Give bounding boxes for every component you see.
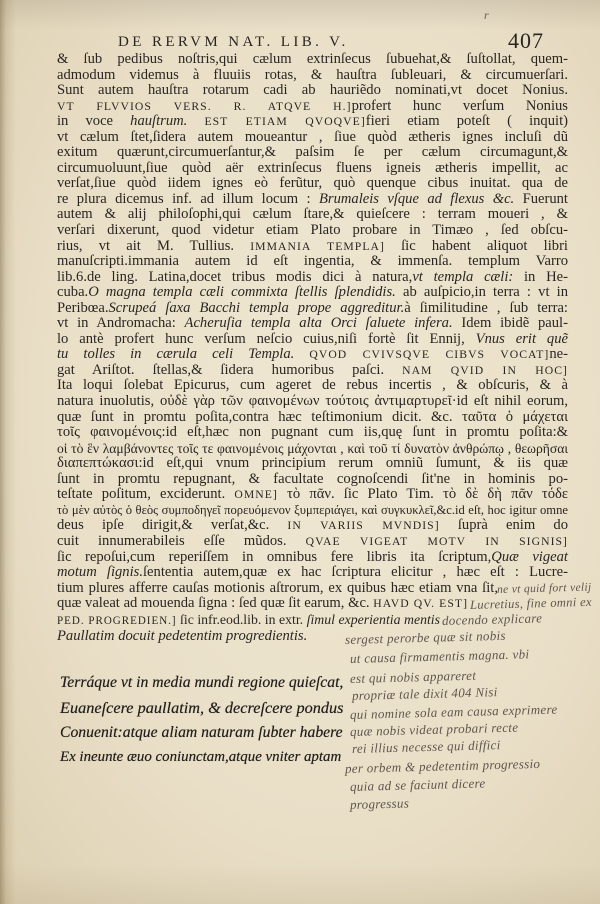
- commentary-text: tium plures afferre cauſas motionis aſtrorum, ex quibus hæc etiam vna ſit,: [57, 579, 498, 596]
- handwritten-note: ut causa firmamentis magna. vbi: [349, 646, 530, 666]
- lemma: EST ETIAM QVOQVE]: [204, 115, 366, 129]
- commentary-text: ſententia autem,quæ ex hac ſcriptura elicitur , hæc eſt : Lucre-: [142, 564, 568, 581]
- commentary-line: [57, 581, 498, 597]
- commentary-text: quæ valeat ad mouenda ſigna : ſed quæ ſit earum, &c.: [57, 595, 374, 612]
- handwritten-note: docendo explicare: [441, 610, 543, 628]
- handwritten-note: rei illius necesse qui diffici: [351, 737, 501, 756]
- commentary-line: [57, 518, 568, 534]
- running-title: DE RERVM NAT. LIB. V.: [118, 34, 349, 50]
- italic-quotation: O magna templa cæli commixta ſtellis ſplendidis.: [88, 284, 396, 301]
- commentary-line: [57, 145, 568, 161]
- commentary-text: exitum quærunt,circumuerſantur,& paſsim ſe per cælum circumagunt,&: [57, 144, 568, 161]
- handwritten-note: quæ nobis videat probari recte: [349, 719, 519, 739]
- commentary-text: cuit innumerabileis eſſe mũdos.: [57, 532, 306, 549]
- commentary-line: [57, 239, 568, 255]
- verse-block: [60, 670, 344, 770]
- commentary-text: quæ ſunt in promtu poſita,contra hæc teſtimonium dicit. &c. ταῦτα ὁ μάχεται: [57, 408, 568, 425]
- italic-quotation: Vnus erit quẽ: [475, 330, 568, 347]
- handwritten-note: sergest perorbe quæ sit nobis: [344, 627, 506, 647]
- handwritten-note: qui nomine sola eam causa exprimere: [349, 701, 558, 722]
- commentary-line: [57, 285, 568, 301]
- commentary-line: [57, 301, 568, 317]
- commentary-line: [57, 83, 568, 99]
- commentary-text: fieri etiam poteſt ( inquit): [365, 113, 568, 130]
- handwritten-note: quia ad se faciunt dicere: [349, 775, 486, 794]
- commentary-line: [57, 394, 568, 410]
- commentary-text: cuba.: [57, 284, 89, 301]
- commentary-text: Fuerunt: [514, 190, 568, 207]
- commentary-line: [57, 52, 568, 68]
- commentary-text: & ſub pedibus noſtris,qui cælum extrinſecus ſubuehat,& ſuſtollat, quem-: [57, 51, 568, 67]
- lemma: OMNE]: [234, 488, 278, 502]
- commentary-block: [57, 52, 568, 645]
- commentary-text: re plura dicemus inf. ad illum locum :: [57, 190, 319, 207]
- commentary-line: [57, 487, 568, 503]
- commentary-text: in voce: [57, 113, 131, 130]
- lemma: VT FLVVIOS VERS. R. ATQVE H.]: [57, 99, 352, 113]
- commentary-text: τὸ πᾶν. ſic Plato Tim. τὸ δὲ δὴ πᾶν τόδε: [277, 486, 569, 503]
- commentary-text: ſic infr.eod.lib. in extr.: [176, 611, 307, 627]
- lemma: NAM QVID IN HOC]: [402, 363, 568, 377]
- commentary-text: verſari dixerunt, quod videtur etiam Plato probare in Timæo , ſed obſcu-: [57, 222, 568, 239]
- page-number: 407: [508, 28, 544, 53]
- commentary-text: Idem ibidẽ paul-: [452, 315, 568, 332]
- italic-quotation: motum ſignis.: [57, 564, 143, 581]
- commentary-text: τοῖς φαινομένοις:id eſt,hæc non pugnant cum iis,quę ſunt in promtu poſita:&: [57, 424, 568, 441]
- commentary-text: in He-: [513, 268, 568, 285]
- commentary-text: vt cælum ſtet,ſidera autem moueantur , ſiue quòd ætheris ignes incluſi dũ: [57, 128, 568, 145]
- commentary-line: [57, 612, 440, 630]
- commentary-text: lib.6.de ling. Latina,docet tribus modis dici à natura,: [57, 268, 413, 285]
- commentary-line: [57, 161, 568, 177]
- italic-quotation: Paullatim docuit pedetentim progredientis.: [57, 628, 308, 645]
- italic-quotation: hauſtrum.: [130, 113, 205, 130]
- commentary-line: [57, 332, 568, 348]
- commentary-text: profert hunc verſum Nonius: [351, 97, 568, 114]
- commentary-line: [57, 192, 568, 208]
- lemma: IN VARIIS MVNDIS]: [287, 519, 440, 533]
- commentary-text: circumuoluunt,ſiue quòd aër extrinſecus fluens igneis ætheris impellit, ac: [57, 159, 568, 176]
- commentary-text: deus ipſe dirigit,& verſat,&c.: [57, 517, 288, 534]
- handwritten-note: ne vt quid fort velij: [496, 580, 592, 596]
- commentary-line: [57, 472, 568, 488]
- commentary-line: [57, 176, 568, 192]
- italic-quotation: ſimul experientia mentis: [306, 611, 441, 627]
- lemma: IMMANIA TEMPLA]: [250, 239, 385, 253]
- commentary-text: verſat,ſiue quòd iidem ignes eò ferũtur, quò quenque cibus inuitat. qua de: [57, 175, 568, 192]
- handwritten-note: per orbem & pedetentim progressio: [344, 755, 541, 776]
- commentary-text: ne-: [549, 346, 568, 363]
- commentary-line: [57, 378, 568, 394]
- commentary-text: autem & alij philoſophi,qui cælum ſtare,& quieſcere : terram moueri , &: [57, 206, 568, 223]
- commentary-line: [57, 503, 568, 519]
- commentary-line: [57, 99, 568, 115]
- commentary-text: τὸ μὲν αὐτὸς ὁ θεὸς συμποδηγεῖ πορευόμενον ξυμπεριάγει, καὶ συγκυκλεῖ,&c.id eſt, hoc igitur omne: [57, 502, 568, 517]
- handwritten-note: Lucretius, fine omni ex: [469, 594, 593, 612]
- commentary-line: [57, 596, 468, 612]
- commentary-text: vt in Andromacha:: [57, 315, 185, 332]
- commentary-text: manuſcripti.immania autem id eſt ingentia, & immenſa. templum Varro: [57, 253, 568, 270]
- verse-line: Conuenit:atque aliam naturam ſubter habere: [60, 724, 343, 741]
- commentary-line: [57, 223, 568, 239]
- commentary-line: [57, 114, 568, 130]
- commentary-line: [57, 456, 568, 472]
- commentary-line: [57, 410, 568, 426]
- commentary-line: [57, 130, 568, 146]
- commentary-line: [57, 347, 568, 363]
- commentary-text: ſic repoſui,cum reperiſſem in omnibus fere libris ita ſcriptum,: [57, 548, 492, 565]
- lemma: PED. PROGREDIEN.]: [57, 614, 177, 627]
- commentary-line: [57, 565, 568, 581]
- commentary-text: teſtate poſitum, exciderunt.: [57, 486, 235, 503]
- commentary-text: ſuprà enim do: [439, 517, 568, 534]
- commentary-line: [57, 550, 568, 566]
- commentary-text: natura inuolutis, οὐδὲ γὰρ τῶν φαινομένων τούτοις ἀντιμαρτυρεῖ·id eſt nihil eorum,: [57, 393, 568, 410]
- commentary-line: [57, 207, 568, 223]
- commentary-line: [57, 425, 568, 441]
- italic-quotation: tu tolles in cærula celi Templa.: [57, 346, 310, 363]
- commentary-text: rius, vt ait M. Tullius.: [57, 237, 251, 254]
- commentary-text: ab auſpicio,in terra : vt in: [395, 284, 568, 301]
- commentary-line: [57, 270, 568, 286]
- italic-quotation: Quæ vigeat: [491, 548, 568, 565]
- commentary-text: οἱ τὸ ἓν λαμβάνοντες τοῖς τε φαινομένοις μάχονται , καὶ τοῦ τί δυνατὸν ἀνθρώπῳ , θεωρῆσαι: [57, 440, 568, 456]
- commentary-line: [57, 254, 568, 270]
- commentary-text: Peribœa.: [57, 299, 109, 316]
- commentary-text: lo antè profert hunc verſum neſcio cuius,niſi fortè ſit Ennij,: [57, 330, 476, 347]
- commentary-text: ſic habent aliquot libri: [384, 237, 568, 254]
- commentary-line: [57, 534, 568, 550]
- commentary-text: διαπεπτώκασι:id eſt,qui vnum principium rerum omniũ ſumunt, & iis quæ: [57, 455, 568, 472]
- commentary-line: [57, 68, 568, 84]
- verse-line: Euaneſcere paullatim, & decreſcere pondus: [60, 698, 344, 717]
- commentary-text: gat Ariſtot. ſtellas,& ſidera humoribus paſci.: [57, 361, 403, 378]
- handwritten-note: progressus: [349, 795, 410, 812]
- italic-quotation: vt templa cæli:: [412, 268, 514, 285]
- italic-quotation: Scrupeá ſaxa Bacchi templa prope aggreditur.: [108, 299, 405, 316]
- commentary-line: [57, 363, 568, 379]
- commentary-text: à ſimilitudine , ſub terra:: [404, 299, 568, 316]
- commentary-line: [57, 316, 568, 332]
- handwritten-note: propriæ tale dixit 404 Nisi: [351, 684, 498, 703]
- lemma: QVOD CVIVSQVE CIBVS VOCAT]: [309, 348, 550, 362]
- pencil-mark: r: [484, 8, 489, 22]
- verse-line: Terráque vt in media mundi regione quieſcat,: [60, 674, 344, 691]
- verse-line: Ex ineunte æuo coniunctam,atque vniter aptam: [60, 749, 342, 765]
- commentary-text: admodum videmus à fluuiis rotas, & hauſtra ſubleuari, & circumuerſari.: [57, 66, 568, 83]
- lemma: QVAE VIGEAT MOTV IN SIGNIS]: [305, 534, 568, 548]
- commentary-text: ſunt in promtu repugnant, & facultate cognoſcendi ſit'ne in hominis po-: [57, 470, 568, 487]
- commentary-text: Sunt autem hauſtra rotarum cadi ab hauriẽdo nominati,vt docet Nonius.: [57, 82, 568, 99]
- handwritten-note: est qui nobis appareret: [349, 667, 477, 686]
- italic-quotation: Brumaleis vſque ad flexus &c.: [318, 190, 515, 207]
- italic-quotation: Acheruſia templa alta Orci ſaluete infera.: [184, 315, 453, 332]
- lemma: HAVD QV. EST]: [373, 597, 469, 611]
- commentary-line: [57, 441, 568, 457]
- commentary-text: Ita loqui ſolebat Epicurus, cum ageret de rebus incertis , & obſcuris, & à: [57, 377, 568, 394]
